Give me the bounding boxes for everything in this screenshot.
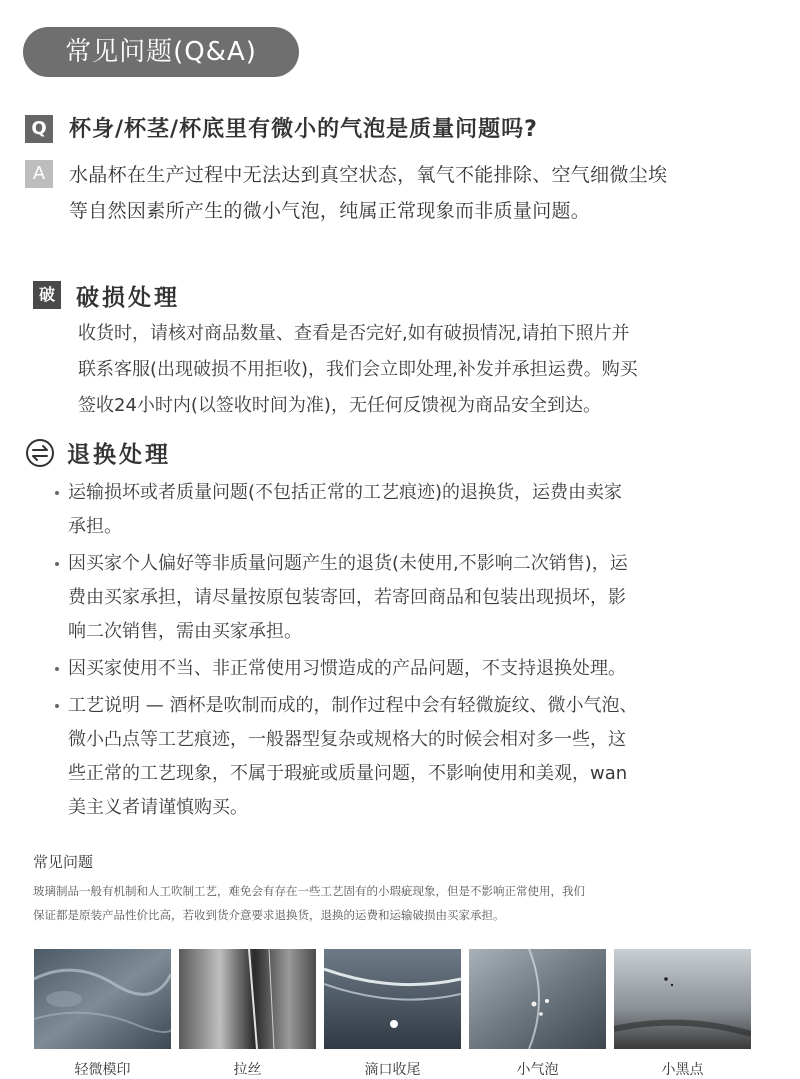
exchange-icon [25, 438, 55, 468]
list-item-line: 费由买家承担，请尽量按原包装寄回，若寄回商品和包装出现损坏，影 [68, 587, 626, 608]
damage-title: 破损处理 [76, 285, 180, 311]
damage-line: 签收24小时内(以签收时间为准)，无任何反馈视为商品安全到达。 [78, 395, 601, 416]
list-item-line: 响二次销售，需由买家承担。 [68, 621, 302, 642]
small-bubbles-image [469, 949, 606, 1049]
black-specks-image [614, 949, 751, 1049]
defect-label: 小黑点 [661, 1062, 704, 1078]
drawn-line-image [179, 949, 316, 1049]
damage-line: 联系客服(出现破损不用拒收)，我们会立即处理,补发并承担运费。购买 [78, 359, 638, 380]
damage-badge: 破 [33, 281, 61, 309]
faq-description [33, 879, 773, 927]
list-item-line: 承担。 [68, 516, 122, 537]
list-item [50, 547, 790, 649]
list-item-line: 工艺说明 — 酒杯是吹制而成的，制作过程中会有轻微旋纹、微小气泡、 [68, 695, 638, 716]
damage-line: 收货时，请核对商品数量、查看是否完好,如有破损情况,请拍下照片并 [78, 323, 630, 344]
faq-line: 保证都是原装产品性价比高，若收到货介意要求退换货，退换的运费和运输破损由买家承担。 [33, 908, 505, 922]
list-item [50, 652, 790, 686]
damage-body [78, 316, 788, 424]
faq-line: 玻璃制品一般有机制和人工吹制工艺，难免会有存在一些工艺固有的小瑕疵现象，但是不影响正常使用，我们 [33, 884, 585, 898]
returns-list [50, 476, 790, 828]
defect-label: 小气泡 [516, 1062, 559, 1078]
list-item-line: 些正常的工艺现象，不属于瑕疵或质量问题，不影响使用和美观，wan [68, 763, 628, 784]
bullet-dot [55, 667, 59, 671]
defect-thumb-drawn-line [179, 949, 316, 1049]
defect-thumb-drip-finish [324, 949, 461, 1049]
drip-finish-image [324, 949, 461, 1049]
defect-label: 轻微模印 [74, 1062, 131, 1078]
mold-mark-image [34, 949, 171, 1049]
list-item-line: 运输损坏或者质量问题(不包括正常的工艺痕迹)的退换货，运费由卖家 [68, 482, 623, 503]
bullet-dot [55, 562, 59, 566]
defect-label: 拉丝 [233, 1062, 262, 1078]
list-item-line: 因买家个人偏好等非质量问题产生的退货(未使用,不影响二次销售)，运 [68, 553, 628, 574]
list-item [50, 476, 790, 544]
page-title: 常见问题(Q&A) [23, 27, 299, 77]
answer-badge: A [25, 160, 53, 188]
bullet-dot [55, 491, 59, 495]
answer-line: 等自然因素所产生的微小气泡，纯属正常现象而非质量问题。 [69, 200, 591, 222]
list-item-line: 美主义者请谨慎购买。 [68, 797, 248, 818]
returns-title: 退换处理 [67, 442, 171, 468]
defect-thumb-small-bubbles [469, 949, 606, 1049]
defect-label: 滴口收尾 [364, 1062, 421, 1078]
question-text: 杯身/杯茎/杯底里有微小的气泡是质量问题吗? [69, 117, 538, 142]
defect-thumb-black-specks [614, 949, 751, 1049]
faq-title: 常见问题 [33, 853, 94, 871]
defect-thumb-mold-mark [34, 949, 171, 1049]
question-badge: Q [25, 115, 53, 143]
bullet-dot [55, 704, 59, 708]
answer-line: 水晶杯在生产过程中无法达到真空状态，氧气不能排除、空气细微尘埃 [69, 164, 668, 186]
answer-text [69, 157, 794, 229]
list-item-line: 因买家使用不当、非正常使用习惯造成的产品问题，不支持退换处理。 [68, 658, 626, 679]
list-item [50, 689, 790, 825]
list-item-line: 微小凸点等工艺痕迹，一般器型复杂或规格大的时候会相对多一些，这 [68, 729, 626, 750]
